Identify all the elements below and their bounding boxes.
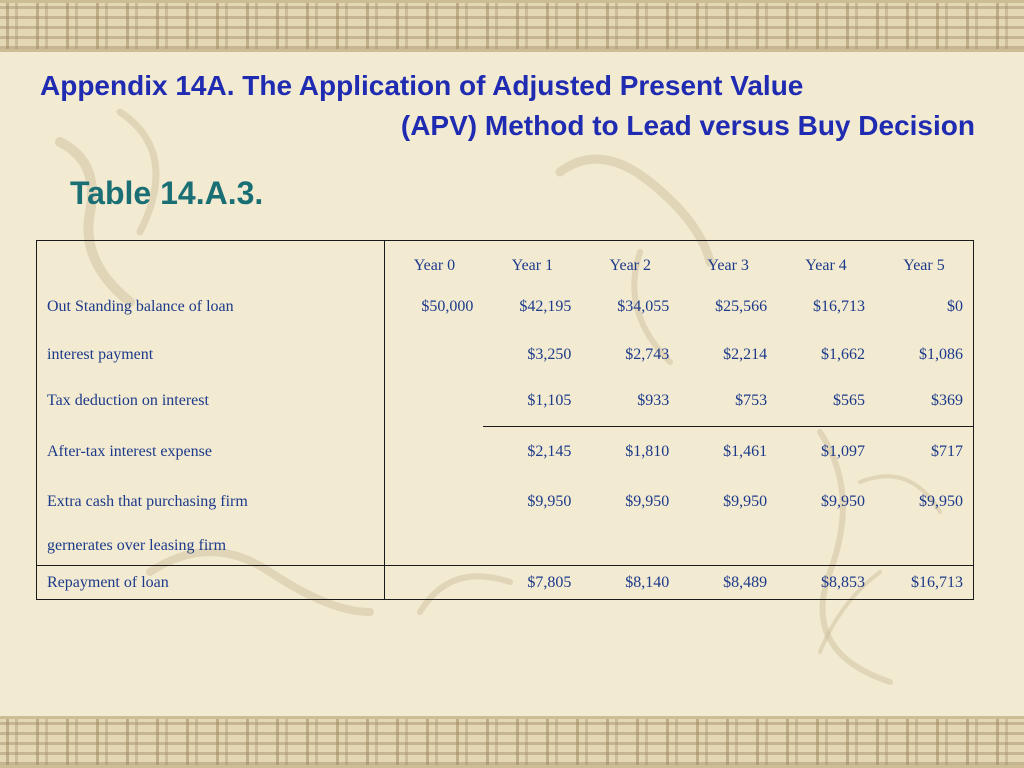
cell-value: $933 <box>581 376 679 427</box>
cell-value: $2,743 <box>625 346 670 363</box>
title-line-2: (APV) Method to Lead versus Buy Decision <box>400 110 975 141</box>
cell-value: $8,853 <box>820 573 865 591</box>
row-label: Extra cash that purchasing firm <box>37 477 385 527</box>
bottom-decorative-border <box>0 716 1024 768</box>
cell-value <box>385 334 483 376</box>
cell-value: $42,195 <box>519 298 572 315</box>
table-row <box>37 290 974 334</box>
cell-value: $16,713 <box>812 298 865 315</box>
header-year-1: Year 1 <box>511 256 554 274</box>
cell-value: $9,950 <box>527 493 572 510</box>
cell-value <box>385 477 483 527</box>
table-row <box>37 334 974 376</box>
cell-value: $1,810 <box>625 443 670 460</box>
cell-value: $717 <box>931 443 963 460</box>
header-year-2: Year 2 <box>609 256 651 274</box>
header-year-3: Year 3 <box>707 256 749 274</box>
cell-value: $25,566 <box>715 298 768 315</box>
cell-value: $2,145 <box>527 443 572 460</box>
table-header-row <box>37 241 974 291</box>
cell-value <box>581 527 679 566</box>
table-row <box>37 477 974 527</box>
cell-value: $1,097 <box>820 443 865 460</box>
table-caption: Table 14.A.3. <box>70 175 264 211</box>
title-line-1: Appendix 14A. The Application of Adjusted Present Value <box>40 70 804 101</box>
row-label: gernerates over leasing firm <box>37 527 385 566</box>
cell-value <box>385 427 483 478</box>
cell-value: $8,140 <box>625 573 670 591</box>
cell-value: $50,000 <box>421 298 474 315</box>
cell-value: $9,950 <box>820 493 865 510</box>
cell-value: $1,086 <box>919 346 963 363</box>
row-label: Out Standing balance of loan <box>37 290 385 334</box>
cell-value <box>875 527 974 566</box>
cell-value: $369 <box>875 376 974 427</box>
cell-value <box>679 527 777 566</box>
table-row <box>37 566 974 600</box>
cell-value: $3,250 <box>527 346 572 363</box>
cell-value <box>777 527 875 566</box>
header-year-4: Year 4 <box>805 256 847 274</box>
row-label: Tax deduction on interest <box>37 376 385 427</box>
cell-value: $9,950 <box>625 493 670 510</box>
row-label: After-tax interest expense <box>37 427 385 478</box>
cell-value <box>385 376 483 427</box>
cell-value: $16,713 <box>911 573 963 591</box>
cell-value: $34,055 <box>617 298 670 315</box>
row-label: Repayment of loan <box>37 566 385 600</box>
header-year-0: Year 0 <box>413 256 456 274</box>
cell-value: $9,950 <box>919 493 963 510</box>
cell-value <box>385 527 483 566</box>
cell-value: $1,105 <box>483 376 581 427</box>
cell-value: $753 <box>679 376 777 427</box>
top-decorative-border <box>0 0 1024 52</box>
cell-value: $9,950 <box>723 493 768 510</box>
cell-value: $565 <box>777 376 875 427</box>
cell-value: $1,662 <box>820 346 865 363</box>
cell-value: $0 <box>947 298 963 315</box>
cell-value: $1,461 <box>723 443 768 460</box>
cell-value <box>385 566 483 600</box>
cell-value: $2,214 <box>723 346 768 363</box>
table-row <box>37 376 974 427</box>
cell-value: $8,489 <box>723 573 768 591</box>
table-row <box>37 427 974 478</box>
header-year-5: Year 5 <box>903 256 945 274</box>
header-blank-cell <box>37 241 385 291</box>
cell-value: $7,805 <box>527 573 572 591</box>
slide-title <box>40 66 975 146</box>
table-row <box>37 527 974 566</box>
loan-schedule-table <box>36 240 974 600</box>
cell-value <box>483 527 581 566</box>
row-label: interest payment <box>37 334 385 376</box>
